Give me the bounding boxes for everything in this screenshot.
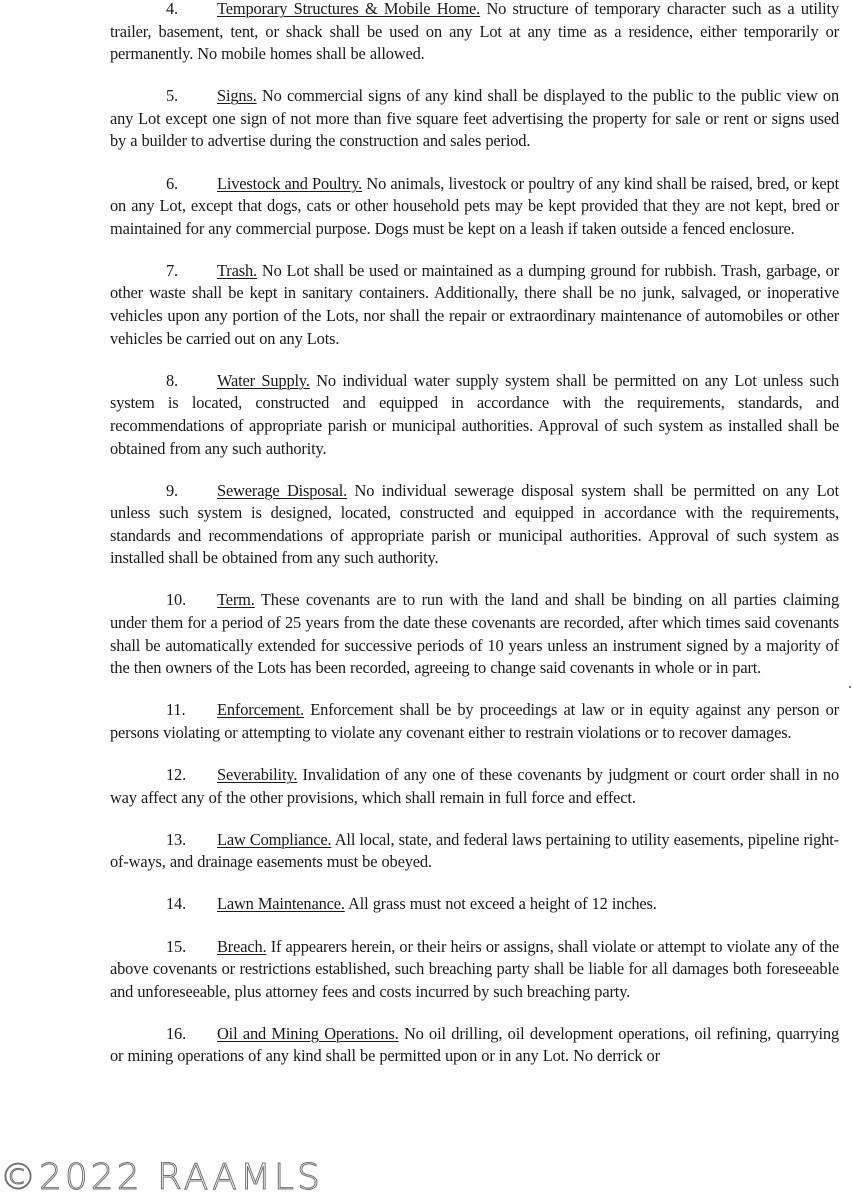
section-heading: Temporary Structures & Mobile Home.	[217, 0, 481, 18]
section-body: All local, state, and federal laws pertaining to utility easements, pipeline right-of-ways, and drainage easements must be obeyed.	[110, 829, 839, 872]
section-body: Invalidation of any one of these covenants by judgment or court order shall in no way affect any of the other provisions, which shall remain in full force and effect.	[110, 765, 839, 807]
section-trash	[110, 260, 839, 350]
section-enforcement	[110, 699, 839, 744]
section-heading: Signs.	[217, 86, 257, 106]
section-heading: Oil and Mining Operations.	[217, 1023, 399, 1043]
section-water-supply	[110, 370, 839, 460]
section-heading: Breach.	[217, 936, 267, 956]
section-heading: Enforcement.	[217, 700, 304, 720]
section-heading: Lawn Maintenance.	[217, 894, 345, 914]
section-number: 5.	[166, 86, 178, 106]
section-number: 14.	[166, 894, 187, 914]
section-heading: Water Supply.	[217, 370, 310, 390]
section-body: No Lot shall be used or maintained as a dumping ground for rubbish. Trash, garbage, or other waste shall be kept in sanitary containers. Additionally, there shall be no junk, salvaged, or inoperative vehicles upon any portion of the Lots, nor shall the repair or extraordinary maintenance of automobiles or other vehicles be carried out on any Lots.	[110, 260, 839, 348]
section-body: No individual water supply system shall be permitted on any Lot unless such system is located, constructed and equipped in accordance with the requirements, standards, and recommendations of appropriate parish or municipal authorities. Approval of such system as installed shall be obtained from any such authority.	[110, 370, 839, 458]
section-signs	[110, 85, 839, 153]
section-law-compliance	[110, 829, 839, 874]
section-breach	[110, 936, 839, 1004]
section-number: 6.	[166, 173, 178, 193]
section-body: If appearers herein, or their heirs or assigns, shall violate or attempt to violate any of the above covenants or restrictions established, such breaching party shall be liable for all damages both foreseeable and unforeseeable, plus attorney fees and costs incurred by such breaching party.	[110, 936, 839, 1001]
section-livestock-and-poultry	[110, 173, 839, 241]
copyright-watermark: ©2022 RAAMLS	[0, 1157, 323, 1198]
section-temporary-structures	[110, 0, 839, 66]
scan-artifact	[849, 686, 851, 688]
section-number: 8.	[166, 370, 178, 390]
section-number: 13.	[166, 829, 187, 849]
section-number: 7.	[166, 260, 178, 280]
section-number: 9.	[166, 480, 178, 500]
section-body: No structure of temporary character such as a utility trailer, basement, tent, or shack shall be used on any Lot at any time as a residence, either temporarily or permanently. No mobile homes shall be allowed.	[110, 0, 839, 64]
section-number: 12.	[166, 765, 187, 785]
section-number: 16.	[166, 1023, 187, 1043]
section-number: 10.	[166, 590, 187, 610]
section-number: 15.	[166, 936, 187, 956]
section-heading: Term.	[217, 590, 255, 610]
section-heading: Law Compliance.	[217, 829, 332, 849]
section-term	[110, 589, 839, 679]
section-body: No oil drilling, oil development operations, oil refining, quarrying or mining operations of any kind shall be permitted upon or in any Lot. No derrick or	[110, 1023, 839, 1066]
section-body: No commercial signs of any kind shall be displayed to the public to the public view on any Lot except one sign of not more than five square feet advertising the property for sale or rent or signs used by a builder to advertise during the construction and sales period.	[110, 86, 839, 151]
section-number: 4.	[166, 0, 178, 18]
section-heading: Severability.	[217, 765, 298, 785]
section-body: Enforcement shall be by proceedings at law or in equity against any person or persons violating or attempting to violate any covenant either to restrain violations or to recover damages.	[110, 700, 839, 742]
section-heading: Sewerage Disposal.	[217, 480, 348, 500]
section-body: These covenants are to run with the land and shall be binding on all parties claiming under them for a period of 25 years from the date these covenants are recorded, after which times said covenants shall be automatically extended for successive periods of 10 years unless an instrument signed by a majority of the then owners of the Lots has been recorded, agreeing to change said covenants in whole or in part.	[110, 590, 839, 678]
section-number: 11.	[166, 700, 186, 720]
section-severability	[110, 764, 839, 809]
section-body: All grass must not exceed a height of 12 inches.	[344, 894, 657, 914]
section-oil-and-mining-operations	[110, 1023, 839, 1068]
section-body: No individual sewerage disposal system shall be permitted on any Lot unless such system is designed, located, constructed and equipped in accordance with the requirements, standards and recommendations of appropriate parish or municipal authorities. Approval of such system as installed shall be obtained from any such authority.	[110, 480, 839, 568]
section-heading: Trash.	[217, 260, 257, 280]
section-body: No animals, livestock or poultry of any kind shall be raised, bred, or kept on any Lot, except that dogs, cats or other household pets may be kept provided that they are not kept, bred or maintained for any commercial purpose. Dogs must be kept on a leash if taken outside a fenced enclosure.	[110, 173, 839, 238]
section-sewerage-disposal	[110, 480, 839, 570]
document-page	[110, 0, 839, 1068]
section-lawn-maintenance	[110, 893, 839, 916]
section-heading: Livestock and Poultry.	[217, 173, 363, 193]
